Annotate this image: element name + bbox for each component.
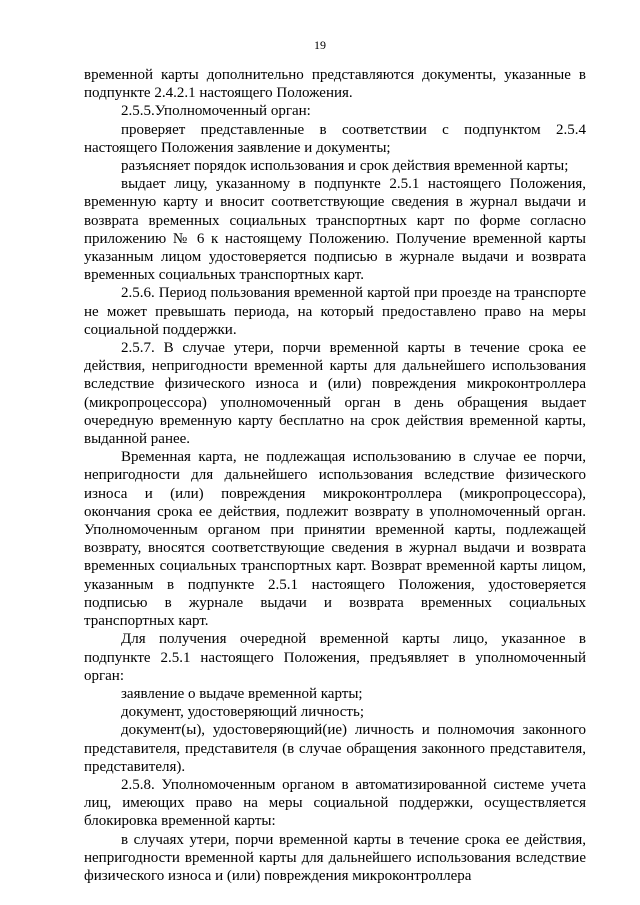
paragraph-continuation: временной карты дополнительно представляются документы, указанные в подпункте 2.4.2.1 настоящего Положения. (84, 67, 586, 102)
list-item-identity-document: документ, удостоверяющий личность; (121, 704, 364, 721)
list-item-application: заявление о выдаче временной карты; (121, 685, 363, 702)
paragraph-explain: разъясняет порядок использования и срок действия временной карты; (121, 158, 569, 175)
paragraph-2-5-7: 2.5.7. В случае утери, порчи временной карты в течение срока ее действия, непригодности временной карты для дальнейшего использования вследствие физического износа и (или) повреждения микроконтроллера (микропроцессора) уполномоченный орган в день обращения выдает очередную временную карту бесплатно на срок действия временной карты, выданной ранее. (84, 340, 586, 448)
paragraph-loss-cases: в случаях утери, порчи временной карты в течение срока ее действия, непригодности временной карты для дальнейшего использования вследствие физического износа и (или) повреждения микроконтроллера (84, 831, 586, 884)
document-body (84, 66, 586, 885)
page-number: 19 (314, 38, 326, 52)
paragraph-issue: выдает лицу, указанному в подпункте 2.5.1 настоящего Положения, временную карту и вносит соответствующие сведения в журнал выдачи и возврата временных социальных транспортных карт по форме согласно приложению № 6 к настоящему Положению. Получение временной карты указанным лицом удостоверяется подписью в журнале выдачи и возврата временных социальных транспортных карт. (84, 176, 586, 284)
paragraph-2-5-8: 2.5.8. Уполномоченным органом в автоматизированной системе учета лиц, имеющих право на меры социальной поддержки, осуществляется блокировка временной карты: (84, 776, 586, 830)
paragraph-return: Временная карта, не подлежащая использованию в случае ее порчи, непригодности для дальнейшего использования вследствие физического износа и (или) повреждения микроконтроллера (микропроцессора), окончания срока ее действия, подлежит возврату в уполномоченный орган. Уполномоченным органом при принятии временной карты, подлежащей возврату, вносятся соответствующие сведения в журнал выдачи и возврата временных социальных транспортных карт. Возврат временной карты лицом, указанным в подпункте 2.5.1 настоящего Положения, удостоверяется подписью в журнале выдачи и возврата временных социальных транспортных карт. (84, 449, 586, 630)
paragraph-verify: проверяет представленные в соответствии с подпунктом 2.5.4 настоящего Положения заявление и документы; (84, 121, 586, 156)
paragraph-next-card: Для получения очередной временной карты лицо, указанное в подпункте 2.5.1 настоящего Положения, предъявляет в уполномоченный орган: (84, 631, 586, 684)
paragraph-2-5-5: 2.5.5.Уполномоченный орган: (121, 103, 311, 120)
paragraph-2-5-6: 2.5.6. Период пользования временной картой при проезде на транспорте не может превышать периода, на который предоставлено право на меры социальной поддержки. (84, 285, 586, 338)
list-item-representative-documents: документ(ы), удостоверяющий(ие) личность и полномочия законного представителя, представителя (в случае обращения законного представителя, представителя). (84, 722, 586, 775)
